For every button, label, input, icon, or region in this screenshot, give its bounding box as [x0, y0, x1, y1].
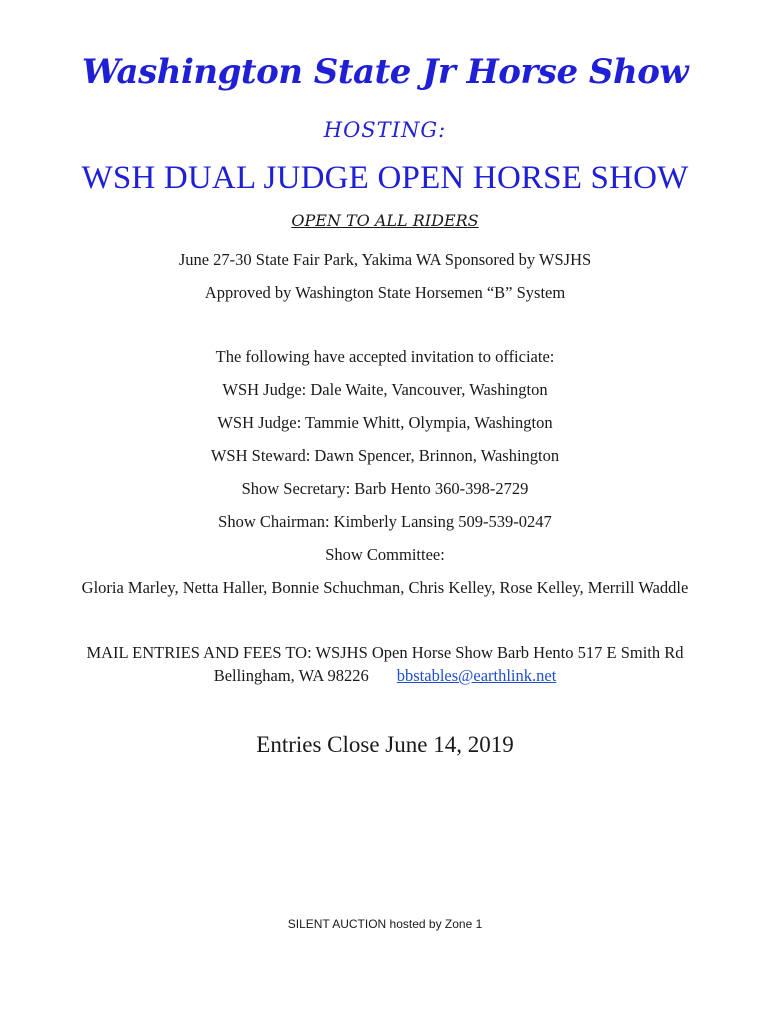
- event-title: WSH DUAL JUDGE OPEN HORSE SHOW: [81, 160, 689, 196]
- entries-close: Entries Close June 14, 2019: [256, 732, 514, 757]
- approval-line: Approved by Washington State Horsemen “B” System: [204, 283, 566, 302]
- officials-intro: The following have accepted invitation to officiate:: [215, 347, 555, 366]
- mailing-city: Bellingham, WA 98226: [213, 666, 369, 685]
- show-chairman: Show Chairman: Kimberly Lansing 509-539-0247: [218, 512, 552, 531]
- silent-auction-note: SILENT AUCTION hosted by Zone 1: [287, 917, 483, 931]
- hosting-label: HOSTING:: [323, 118, 447, 142]
- steward: WSH Steward: Dawn Spencer, Brinnon, Washington: [210, 446, 560, 465]
- judge-2: WSH Judge: Tammie Whitt, Olympia, Washington: [217, 413, 553, 432]
- committee-members: Gloria Marley, Netta Haller, Bonnie Schuchman, Chris Kelley, Rose Kelley, Merrill Waddle: [81, 578, 689, 597]
- email-link[interactable]: bbstables@earthlink.net: [396, 666, 557, 685]
- mailing-line-2: [0, 666, 770, 686]
- judge-1: WSH Judge: Dale Waite, Vancouver, Washington: [222, 380, 548, 399]
- mailing-line-1: MAIL ENTRIES AND FEES TO: WSJHS Open Horse Show Barb Hento 517 E Smith Rd: [86, 643, 684, 662]
- open-to-all-riders: OPEN TO ALL RIDERS: [291, 211, 479, 230]
- dates-location: June 27-30 State Fair Park, Yakima WA Sponsored by WSJHS: [178, 250, 592, 269]
- show-secretary: Show Secretary: Barb Hento 360-398-2729: [241, 479, 529, 498]
- org-title: Washington State Jr Horse Show: [81, 52, 689, 92]
- committee-label: Show Committee:: [325, 545, 445, 564]
